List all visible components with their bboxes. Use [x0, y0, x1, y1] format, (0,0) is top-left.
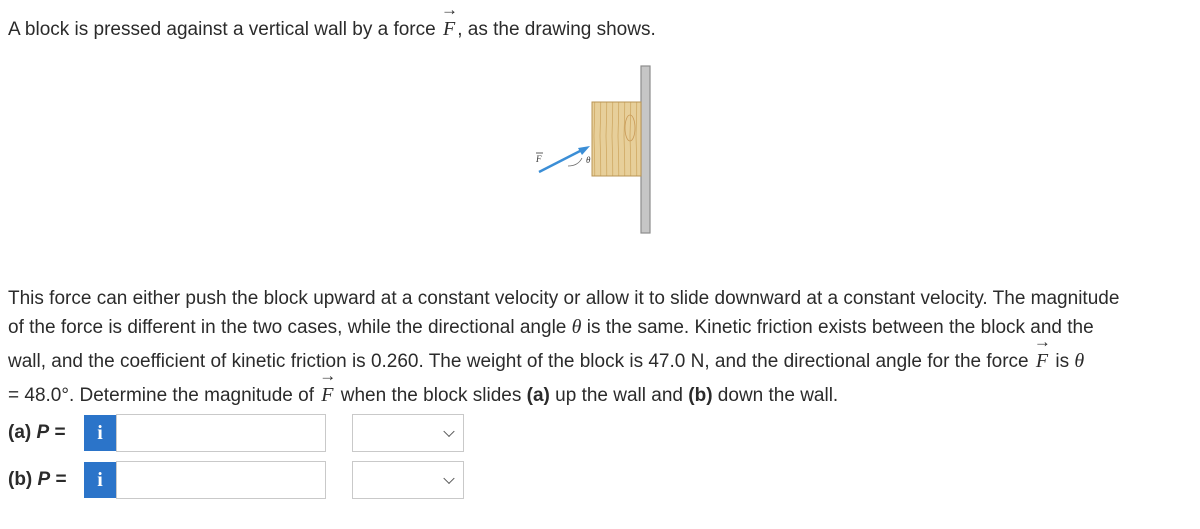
- force-label: F: [536, 154, 542, 164]
- unit-select-b[interactable]: [352, 461, 464, 499]
- block-wall-diagram: [520, 62, 660, 241]
- info-icon[interactable]: i: [84, 462, 116, 498]
- block: [592, 102, 641, 176]
- chevron-down-icon: [443, 426, 454, 437]
- theta-symbol: θ: [1074, 350, 1085, 372]
- problem-line-4: [8, 381, 838, 410]
- force-vector-symbol: → F: [319, 381, 335, 409]
- problem-line-2: [8, 313, 1094, 342]
- problem-line-1: [8, 285, 1119, 313]
- angle-arc: [568, 158, 582, 166]
- chevron-down-icon: [443, 473, 454, 484]
- problem-text-4a: = 48.0°. Determine the magnitude of: [8, 385, 320, 406]
- angle-label: θ: [586, 155, 591, 165]
- problem-text-3a: wall, and the coefficient of kinetic friction is 0.260. The weight of the block is 47.0 N, and the directional angle for the force: [8, 351, 1034, 372]
- unit-select-a[interactable]: [352, 414, 464, 452]
- answer-input-a[interactable]: [116, 414, 326, 452]
- diagram-svg: [520, 62, 660, 236]
- part-b-label: (b): [688, 385, 713, 406]
- theta-symbol: θ: [571, 316, 582, 338]
- answer-row-a: [8, 412, 464, 454]
- answer-row-b: [8, 459, 464, 501]
- force-arrow: [539, 150, 582, 172]
- force-vector-symbol: → F: [1034, 347, 1050, 375]
- problem-line-3: [8, 347, 1084, 376]
- part-a-label: (a): [526, 385, 550, 406]
- problem-text-2b: is the same. Kinetic friction exists between the block and the: [581, 317, 1094, 338]
- problem-text-4c: up the wall and: [549, 385, 689, 406]
- answer-label-a: (a) P =: [8, 422, 66, 443]
- problem-text-4d: down the wall.: [712, 385, 839, 406]
- answer-input-b[interactable]: [116, 461, 326, 499]
- answer-label-b: (b) P =: [8, 469, 67, 490]
- problem-text-3b: is: [1050, 351, 1075, 372]
- wall: [641, 66, 650, 233]
- problem-text-1: This force can either push the block upward at a constant velocity or allow it to slide downward at a constant velocity. The magnitude: [8, 288, 1120, 309]
- problem-text-4b: when the block slides: [335, 385, 527, 406]
- intro-text: [8, 15, 656, 44]
- intro-text-start: A block is pressed against a vertical wall by a force: [8, 19, 441, 40]
- force-arrowhead: [578, 146, 590, 155]
- info-icon[interactable]: i: [84, 415, 116, 451]
- force-vector-symbol: → F: [441, 15, 457, 43]
- problem-text-2a: of the force is different in the two cases, while the directional angle: [8, 317, 572, 338]
- intro-text-end: , as the drawing shows.: [457, 19, 656, 40]
